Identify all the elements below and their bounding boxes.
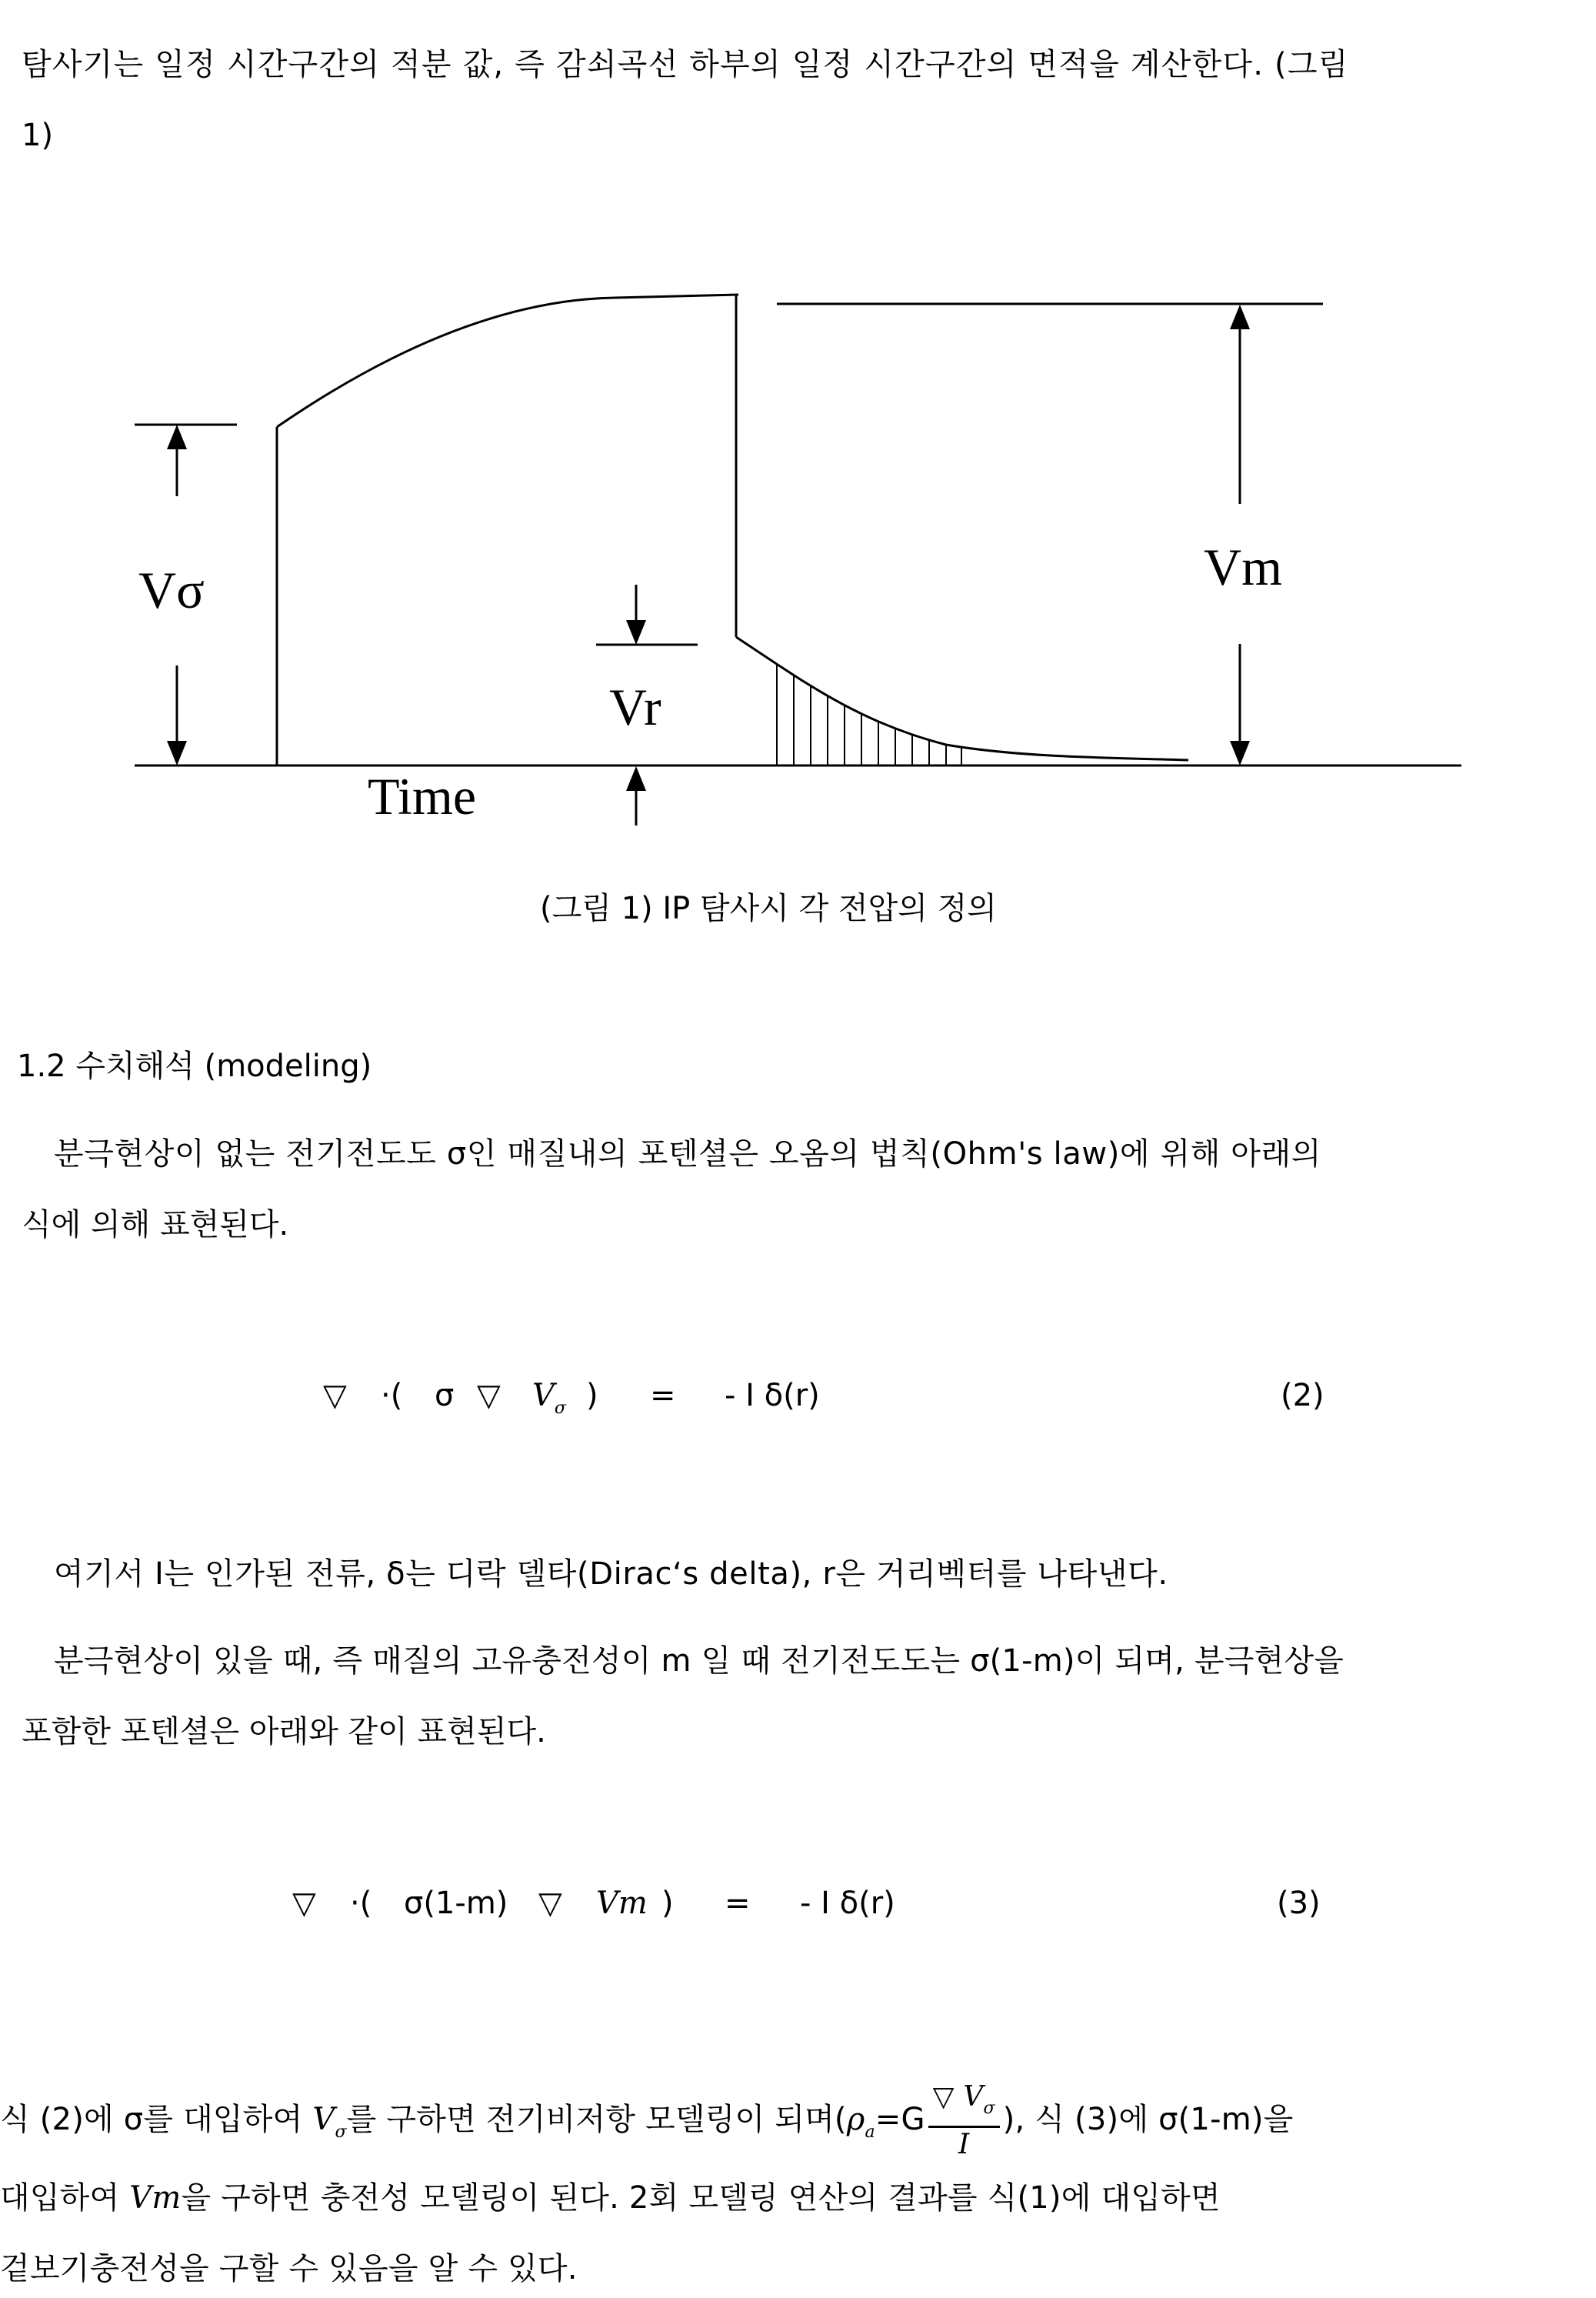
final-v: V [312, 2102, 335, 2137]
time-label: Time [368, 767, 477, 825]
eq3-nabla-1: ▽ [292, 1886, 316, 1921]
eq3-sigma-term: σ(1-m) [404, 1886, 508, 1921]
paragraph-3-text-2: 포함한 포텐셜은 아래와 같이 표현된다. [22, 1714, 546, 1749]
eq2-nabla-2: ▽ [477, 1378, 501, 1413]
section-heading [17, 1048, 372, 1085]
ip-voltage-figure [0, 254, 1596, 869]
final-text-2a: 대입하여 [0, 2180, 120, 2216]
final-rho [846, 2102, 875, 2142]
final-line-3 [0, 2250, 578, 2287]
v-sigma-up-arrowhead [167, 425, 187, 449]
paragraph-2 [54, 1556, 1168, 1593]
eq2-rhs: - I δ(r) [725, 1378, 820, 1413]
final-text-1b: 를 구하면 전기비저항 모델링이 되며( [346, 2102, 847, 2137]
eq3-rhs: - I δ(r) [800, 1886, 895, 1921]
eq2-equals: = [650, 1378, 676, 1413]
eq2-potential [532, 1377, 566, 1427]
eq3-close: ) [661, 1886, 674, 1921]
eq3-number: (3) [1277, 1886, 1321, 1921]
figure-caption [540, 890, 997, 927]
eq3-nabla-2: ▽ [538, 1886, 562, 1921]
equation-3 [292, 1885, 1354, 1931]
intro-text-2: 1) [22, 118, 54, 153]
paragraph-2-text: 여기서 I는 인가된 전류, δ는 디락 델타(Dirac‘s delta), r은 거리벡터를 나타낸다. [54, 1556, 1168, 1592]
paragraph-3-line-1 [54, 1643, 1344, 1679]
vm-down-arrowhead [1230, 741, 1250, 765]
eq2-dot-open: ·( [381, 1378, 403, 1413]
figure-caption-text: (그림 1) IP 탐사시 각 전압의 정의 [540, 891, 997, 926]
rho-symbol: ρ [846, 2102, 865, 2137]
final-eq-g: =G [875, 2102, 925, 2137]
final-line-1 [0, 2077, 1294, 2162]
gradient-fraction [928, 2080, 1000, 2162]
vr-down-arrowhead [626, 620, 646, 645]
v-sigma-down-arrowhead [167, 741, 187, 765]
vm-label: Vm [1204, 538, 1282, 596]
integration-hatching [777, 663, 961, 765]
charging-curve [277, 295, 738, 427]
v-sigma-label: Vσ [138, 561, 205, 619]
final-line-2 [0, 2180, 1221, 2216]
paragraph-1-line-2 [22, 1206, 288, 1243]
decay-curve [736, 637, 1188, 760]
final-text-1a: 식 (2)에 σ를 대입하여 [0, 2102, 303, 2137]
paragraph-1-line-1 [54, 1136, 1321, 1172]
eq3-vm: Vm [596, 1886, 648, 1921]
section-heading-text: 1.2 수치해석 (modeling) [17, 1049, 372, 1084]
paragraph-1-text-2: 식에 의해 표현된다. [22, 1207, 289, 1242]
paragraph-3-line-2 [22, 1713, 546, 1750]
fraction-numerator [928, 2080, 1000, 2128]
eq3-equals: = [725, 1886, 751, 1921]
equation-2 [323, 1377, 1354, 1423]
fraction-num-text: ▽ V [932, 2081, 984, 2113]
eq2-sigma: σ [435, 1378, 455, 1413]
final-text-3: 겉보기충전성을 구할 수 있음을 알 수 있다. [0, 2251, 578, 2286]
eq2-v-sub: σ [554, 1399, 566, 1418]
final-v-sub: σ [335, 2123, 347, 2142]
intro-line-1 [22, 46, 1349, 83]
eq2-number: (2) [1281, 1378, 1324, 1413]
eq2-v: V [532, 1378, 555, 1413]
eq2-nabla-1: ▽ [323, 1378, 347, 1413]
vr-up-arrowhead [626, 766, 646, 791]
paragraph-1-text-1: 분극현상이 없는 전기전도도 σ인 매질내의 포텐셜은 오옴의 법칙(Ohm's law)에 위해 아래의 [54, 1136, 1321, 1172]
paragraph-3-text-1: 분극현상이 있을 때, 즉 매질의 고유충전성이 m 일 때 전기전도도는 σ(1-m)이 되며, 분극현상을 [54, 1643, 1344, 1679]
fraction-denominator: I [958, 2129, 970, 2160]
rho-sub: a [865, 2123, 875, 2142]
intro-text-1: 탐사기는 일정 시간구간의 적분 값, 즉 감쇠곡선 하부의 일정 시간구간의 면적을 계산한다. (그림 [22, 47, 1349, 82]
final-text-1c: ), 식 (3)에 σ(1-m)을 [1002, 2102, 1294, 2137]
final-vm: Vm [129, 2180, 182, 2216]
final-text-2b: 을 구하면 충전성 모델링이 된다. 2회 모델링 연산의 결과를 식(1)에 대입하면 [181, 2180, 1221, 2216]
vm-up-arrowhead [1230, 305, 1250, 329]
fraction-num-sub: σ [983, 2099, 995, 2118]
vr-label: Vr [609, 678, 661, 736]
eq2-close: ) [586, 1378, 598, 1413]
intro-line-2 [22, 117, 53, 154]
eq3-dot-open: ·( [350, 1886, 372, 1921]
final-v-sigma [312, 2102, 347, 2142]
